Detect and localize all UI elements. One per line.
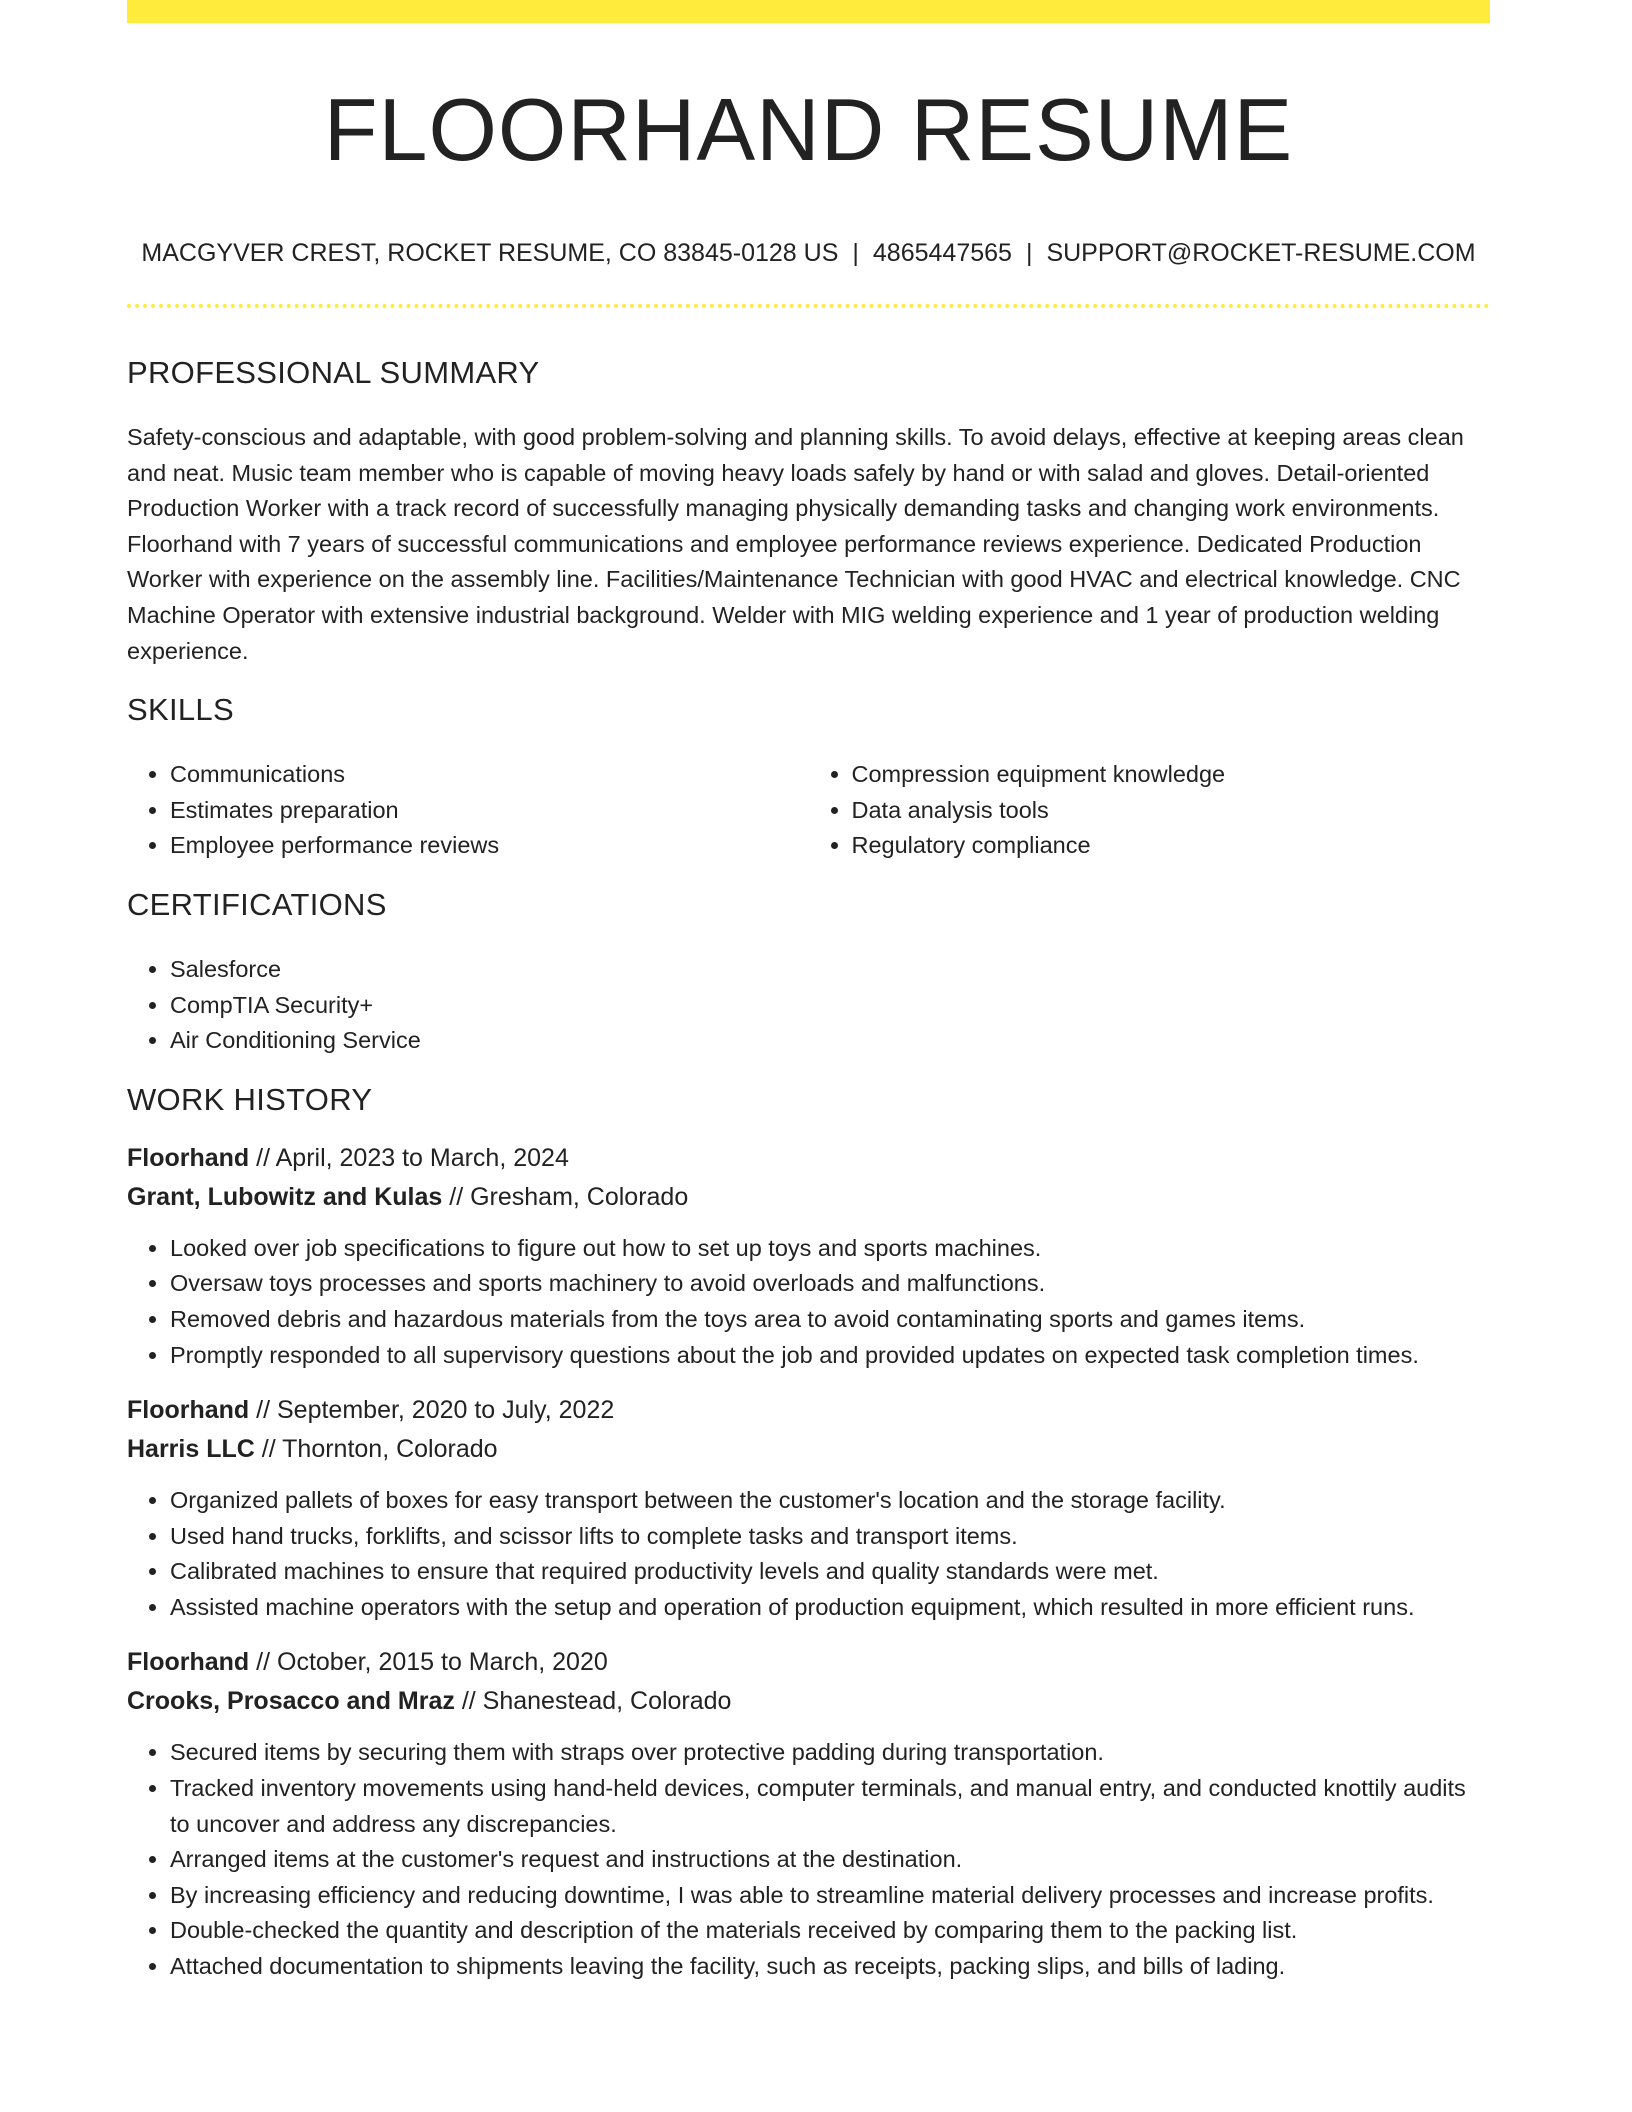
job-location: // Thornton, Colorado <box>254 1435 498 1464</box>
job-title: Floorhand <box>127 1396 250 1425</box>
skill-item: • Estimates preparation <box>170 793 809 829</box>
job-bullet: • Used hand trucks, forklifts, and scissor lifts to complete tasks and transport items. <box>170 1519 1490 1555</box>
job-company-line <box>127 1430 1490 1469</box>
job-bullets <box>127 1735 1490 1984</box>
resume-title: FLOORHAND RESUME <box>323 80 1294 179</box>
certification-item: • Salesforce <box>170 952 1490 988</box>
skills-left-list <box>127 757 809 864</box>
work-history-section <box>127 1073 1490 1985</box>
dotted-divider <box>127 304 1490 308</box>
job-bullet: • Tracked inventory movements using hand-held devices, computer terminals, and manual entry, and conducted knottily audits to uncover and address any discrepancies. <box>170 1771 1490 1842</box>
job-company-line <box>127 1682 1490 1721</box>
job-bullet: • Assisted machine operators with the setup and operation of production equipment, which resulted in more efficient runs. <box>170 1590 1490 1626</box>
skill-item: • Communications <box>170 757 809 793</box>
job-company: Grant, Lubowitz and Kulas <box>127 1182 443 1211</box>
job-bullet: • Oversaw toys processes and sports machinery to avoid overloads and malfunctions. <box>170 1266 1490 1302</box>
job-title-line <box>127 1391 1490 1430</box>
job-title-line <box>127 1643 1490 1682</box>
job-title-line <box>127 1139 1490 1178</box>
job-location: // Shanestead, Colorado <box>454 1687 732 1716</box>
contact-separator: | <box>852 239 859 267</box>
job-entry <box>127 1139 1490 1373</box>
summary-heading: PROFESSIONAL SUMMARY <box>127 355 540 390</box>
job-bullet: • Calibrated machines to ensure that required productivity levels and quality standards were met. <box>170 1554 1490 1590</box>
job-dates: // October, 2015 to March, 2020 <box>249 1648 608 1677</box>
job-entry <box>127 1643 1490 1984</box>
job-bullet: • Attached documentation to shipments leaving the facility, such as receipts, packing slips, and bills of lading. <box>170 1949 1490 1985</box>
job-company: Crooks, Prosacco and Mraz <box>127 1687 455 1716</box>
job-entry <box>127 1391 1490 1625</box>
job-location: // Gresham, Colorado <box>442 1182 689 1211</box>
job-bullet: • By increasing efficiency and reducing downtime, I was able to streamline material delivery processes and increase profits. <box>170 1878 1490 1914</box>
resume-body <box>127 346 1490 1997</box>
job-bullet: • Organized pallets of boxes for easy transport between the customer's location and the storage facility. <box>170 1483 1490 1519</box>
job-dates: // September, 2020 to July, 2022 <box>249 1396 615 1425</box>
contact-separator: | <box>1025 239 1033 267</box>
summary-section <box>127 346 1490 669</box>
job-bullet: • Removed debris and hazardous materials from the toys area to avoid contaminating sports and games items. <box>170 1302 1490 1338</box>
certifications-section <box>127 878 1490 1059</box>
certifications-list <box>127 952 1490 1059</box>
job-bullet: • Secured items by securing them with straps over protective padding during transportation. <box>170 1735 1490 1771</box>
contact-phone: 4865447565 <box>872 239 1012 267</box>
contact-address: MACGYVER CREST, ROCKET RESUME, CO 83845-0128 US <box>141 239 839 267</box>
skill-item: • Employee performance reviews <box>170 828 809 864</box>
job-bullet: • Arranged items at the customer's request and instructions at the destination. <box>170 1842 1490 1878</box>
certification-item: • CompTIA Security+ <box>170 988 1490 1024</box>
job-company-line <box>127 1178 1490 1217</box>
skills-right-list <box>809 757 1491 864</box>
certification-item: • Air Conditioning Service <box>170 1023 1490 1059</box>
certifications-heading: CERTIFICATIONS <box>127 886 387 922</box>
accent-top-bar <box>127 0 1490 23</box>
skills-columns <box>127 757 1490 864</box>
skill-item: • Data analysis tools <box>852 793 1491 829</box>
job-bullet: • Double-checked the quantity and description of the materials received by comparing them to the packing list. <box>170 1913 1490 1949</box>
summary-text: Safety-conscious and adaptable, with good problem-solving and planning skills. To avoid delays, effective at keeping areas clean and neat. Music team member who is capable of moving heavy loads safely by hand or with salad and gloves. Detail-oriented Production Worker with a track record of successfully managing physically demanding tasks and changing work environments. Floorhand with 7 years of successful communications and employee performance reviews experience. Dedicated Production Worker with experience on the assembly line. Facilities/Maintenance Technician with good HVAC and electrical knowledge. CNC Machine Operator with extensive industrial background. Welder with MIG welding experience and 1 year of production welding experience. <box>127 424 1464 664</box>
skill-item: • Compression equipment knowledge <box>852 757 1491 793</box>
job-company: Harris LLC <box>127 1435 255 1464</box>
work-history-heading: WORK HISTORY <box>127 1081 373 1117</box>
skills-heading: SKILLS <box>127 692 234 728</box>
job-bullet: • Looked over job specifications to figure out how to set up toys and sports machines. <box>170 1231 1490 1267</box>
job-dates: // April, 2023 to March, 2024 <box>249 1143 569 1172</box>
skill-item: • Regulatory compliance <box>852 828 1491 864</box>
job-bullets <box>127 1231 1490 1373</box>
job-title: Floorhand <box>127 1143 250 1172</box>
job-title: Floorhand <box>127 1648 250 1677</box>
skills-section <box>127 683 1490 864</box>
contact-line <box>127 236 1490 270</box>
contact-email: SUPPORT@ROCKET-RESUME.COM <box>1046 239 1476 267</box>
job-bullet: • Promptly responded to all supervisory questions about the job and provided updates on expected task completion times. <box>170 1338 1490 1374</box>
job-bullets <box>127 1483 1490 1625</box>
